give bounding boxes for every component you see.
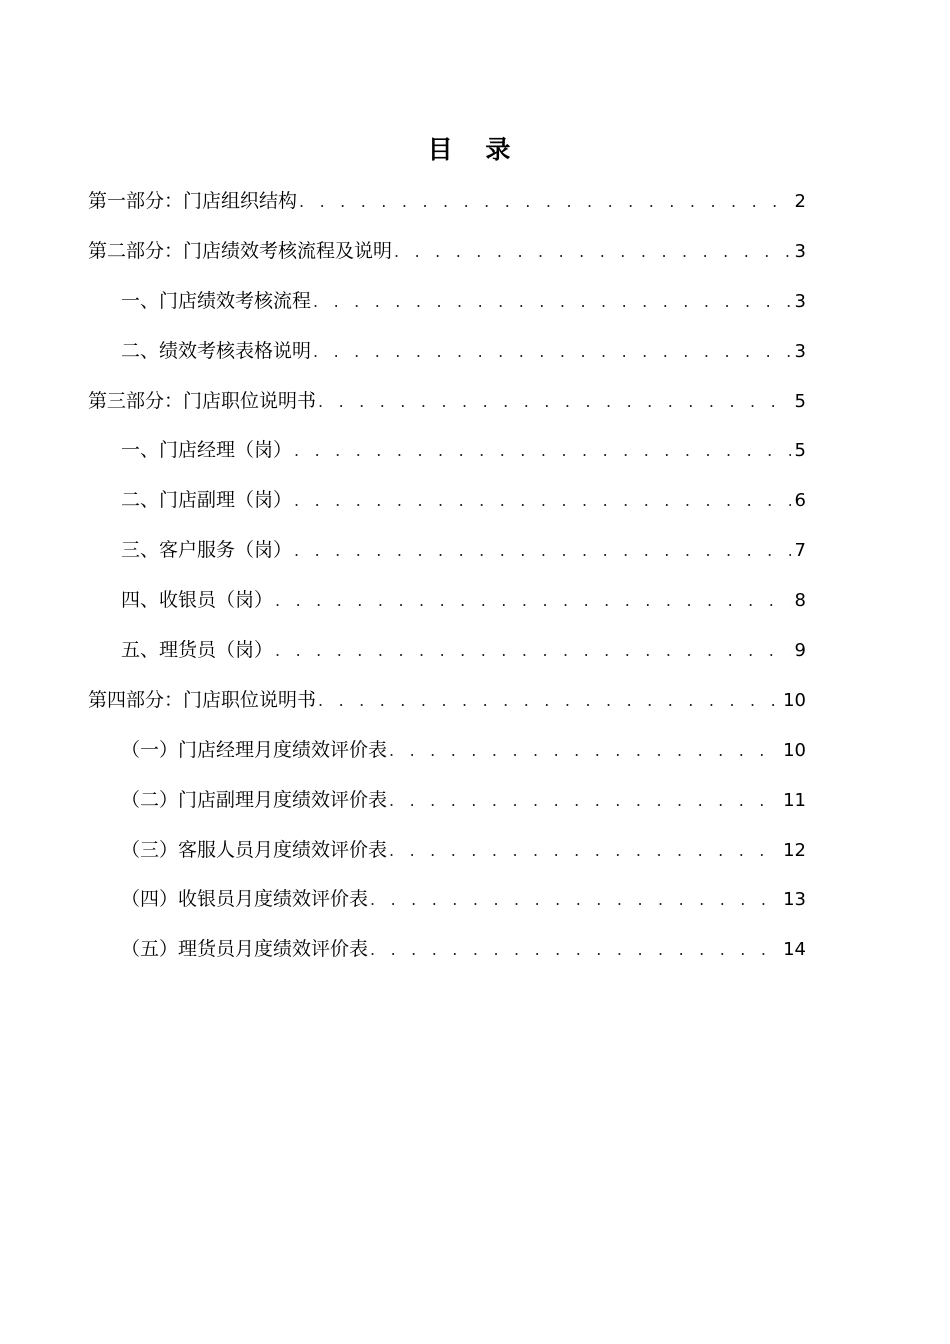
toc-entry-page: 3 [794, 240, 806, 262]
toc-entry-part-4-section-2[interactable] [88, 781, 806, 831]
toc-entry-label: （三）客服人员月度绩效评价表 [121, 838, 388, 861]
toc-entry-page: 10 [783, 689, 806, 711]
toc-entry-part-2[interactable] [88, 232, 806, 282]
toc-dot-leader [318, 682, 779, 720]
toc-entry-label: （二）门店副理月度绩效评价表 [121, 788, 388, 811]
toc-entry-part-3-section-5[interactable] [88, 631, 806, 681]
toc-entry-page: 10 [783, 739, 806, 761]
toc-dot-leader [294, 432, 791, 470]
toc-entry-page: 8 [794, 590, 806, 612]
toc-entry-label: 第一部分：门店组织结构 [88, 190, 298, 212]
toc-entry-label: 第二部分：门店绩效考核流程及说明 [88, 239, 393, 262]
toc-entry-label: （四）收银员月度绩效评价表 [121, 888, 369, 911]
toc-entry-label: 第三部分：门店职位说明书 [88, 389, 317, 412]
toc-entry-page: 6 [794, 490, 806, 512]
toc-entry-part-4-section-5[interactable] [88, 930, 806, 980]
toc-entry-label: 三、客户服务（岗） [121, 539, 293, 562]
toc-entry-page: 14 [783, 939, 806, 961]
toc-entry-part-1[interactable] [88, 182, 806, 232]
toc-dot-leader [313, 333, 791, 371]
toc-entry-page: 12 [783, 839, 806, 861]
toc-entry-label: 五、理货员（岗） [121, 639, 274, 662]
toc-entry-label: （五）理货员月度绩效评价表 [121, 938, 369, 961]
toc-entry-page: 13 [783, 889, 806, 911]
toc-dot-leader [275, 582, 791, 620]
toc-dot-leader [370, 931, 779, 969]
toc-dot-leader [299, 183, 791, 221]
toc-entry-part-3-section-2[interactable] [88, 481, 806, 531]
toc-dot-leader [370, 881, 779, 919]
toc-dot-leader [389, 782, 779, 820]
toc-entry-label: （一）门店经理月度绩效评价表 [121, 738, 388, 761]
toc-entry-page: 3 [794, 340, 806, 362]
toc-entry-part-3-section-1[interactable] [88, 431, 806, 481]
toc-entry-part-3[interactable] [88, 382, 806, 432]
toc-entry-label: 一、门店经理（岗） [121, 439, 293, 462]
toc-entry-page: 7 [794, 540, 806, 562]
toc-dot-leader [389, 832, 779, 870]
toc-entry-part-2-section-2[interactable] [88, 332, 806, 382]
toc-entry-part-4-section-4[interactable] [88, 880, 806, 930]
toc-entry-part-2-section-1[interactable] [88, 282, 806, 332]
toc-dot-leader [294, 482, 791, 520]
toc-dot-leader [389, 732, 779, 770]
toc-dot-leader [275, 632, 791, 670]
toc-entry-page: 2 [794, 191, 806, 212]
toc-entry-label: 第四部分：门店职位说明书 [88, 688, 317, 711]
toc-entry-part-3-section-4[interactable] [88, 581, 806, 631]
table-of-contents [88, 182, 806, 980]
toc-entry-page: 5 [794, 440, 806, 462]
toc-entry-part-4-section-1[interactable] [88, 731, 806, 781]
toc-entry-label: 二、绩效考核表格说明 [121, 339, 312, 362]
toc-entry-page: 9 [794, 640, 806, 662]
toc-entry-page: 11 [783, 789, 806, 811]
toc-entry-label: 二、门店副理（岗） [121, 489, 293, 512]
toc-dot-leader [318, 383, 791, 421]
toc-entry-part-3-section-3[interactable] [88, 531, 806, 581]
toc-dot-leader [394, 233, 791, 271]
toc-dot-leader [313, 283, 791, 321]
toc-entry-part-4[interactable] [88, 681, 806, 731]
toc-entry-part-4-section-3[interactable] [88, 831, 806, 881]
toc-entry-page: 5 [794, 390, 806, 412]
toc-title: 目 录 [427, 135, 523, 164]
toc-entry-label: 四、收银员（岗） [121, 589, 274, 612]
toc-entry-label: 一、门店绩效考核流程 [121, 289, 312, 312]
toc-entry-page: 3 [794, 290, 806, 312]
toc-dot-leader [294, 532, 791, 570]
